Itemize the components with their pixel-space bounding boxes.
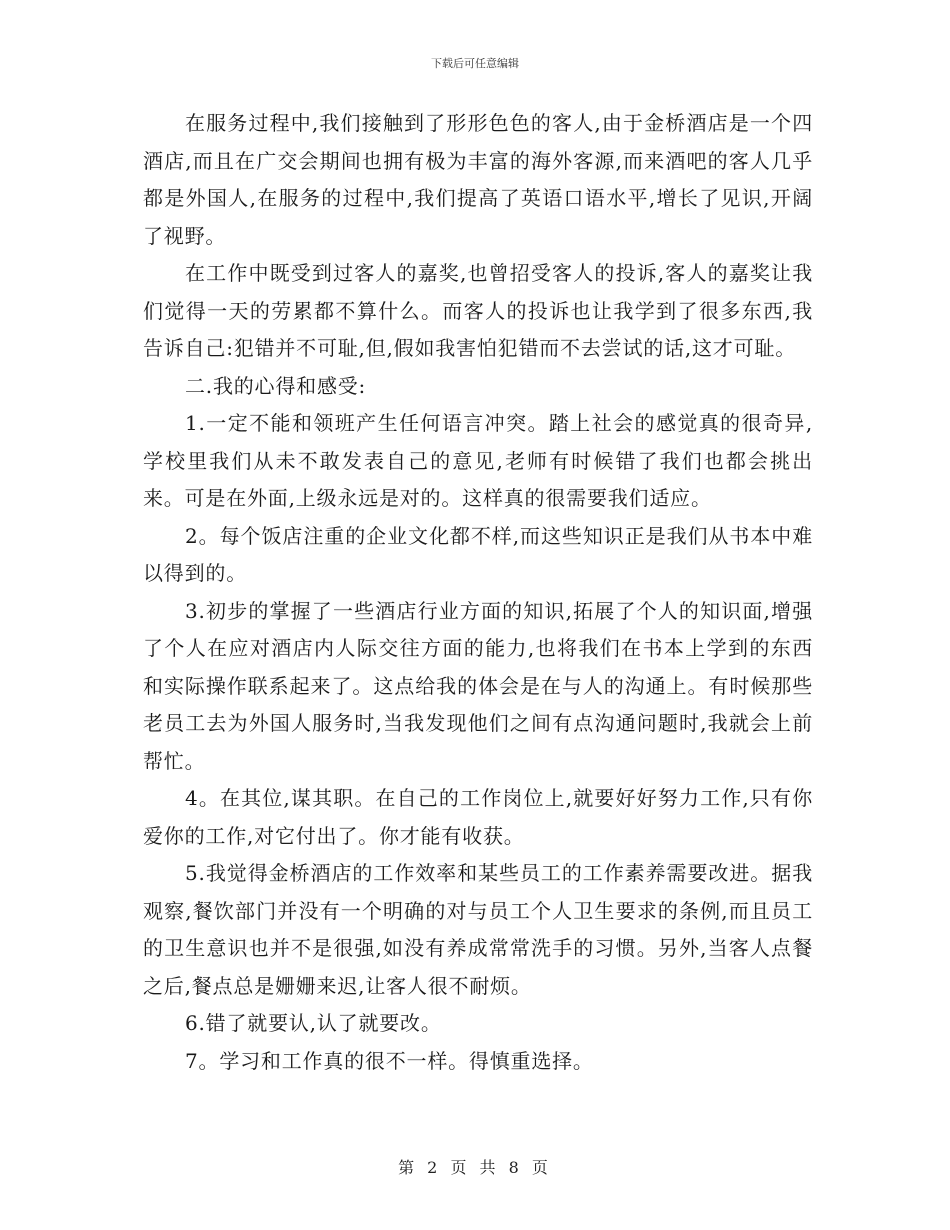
document-body [143,105,813,1080]
page-footer: 第 2 页 共 8 页 [398,1158,552,1177]
list-item-1: 1.一定不能和领班产生任何语言冲突。踏上社会的感觉真的很奇异,学校里我们从未不敢发表自己的意见,老师有时候错了我们也都会挑出来。可是在外面,上级永远是对的。这样真的很需要我们适应。 [143,411,813,510]
list-item-7: 7。学习和工作真的很不一样。得慎重选择。 [185,1048,594,1073]
paragraph-praise-complaints: 在工作中既受到过客人的嘉奖,也曾招受客人的投诉,客人的嘉奖让我们觉得一天的劳累都不算什么。而客人的投诉也让我学到了很多东西,我告诉自己:犯错并不可耻,但,假如我害怕犯错而不去尝试的话,这才可耻。 [143,261,813,360]
list-item-5: 5.我觉得金桥酒店的工作效率和某些员工的工作素养需要改进。据我观察,餐饮部门并没有一个明确的对与员工个人卫生要求的条例,而且员工的卫生意识也并不是很强,如没有养成常常洗手的习惯。另外,当客人点餐之后,餐点总是姗姗来迟,让客人很不耐烦。 [143,861,813,998]
list-item-3: 3.初步的掌握了一些酒店行业方面的知识,拓展了个人的知识面,增强了个人在应对酒店内人际交往方面的能力,也将我们在书本上学到的东西和实际操作联系起来了。这点给我的体会是在与人的沟通上。有时候那些老员工去为外国人服务时,当我发现他们之间有点沟通问题时,我就会上前帮忙。 [143,598,813,773]
section-heading-reflections: 二.我的心得和感受: [185,373,367,398]
list-item-4: 4。在其位,谋其职。在自己的工作岗位上,就要好好努力工作,只有你爱你的工作,对它付出了。你才能有收获。 [143,786,813,848]
paragraph-service-process: 在服务过程中,我们接触到了形形色色的客人,由于金桥酒店是一个四酒店,而且在广交会期间也拥有极为丰富的海外客源,而来酒吧的客人几乎都是外国人,在服务的过程中,我们提高了英语口语水平,增长了见识,开阔了视野。 [143,111,813,248]
list-item-6: 6.错了就要认,认了就要改。 [185,1011,442,1035]
list-item-2: 2。每个饭店注重的企业文化都不样,而这些知识正是我们从书本中难以得到的。 [143,523,813,585]
page-header: 下载后可任意编辑 [431,57,519,70]
